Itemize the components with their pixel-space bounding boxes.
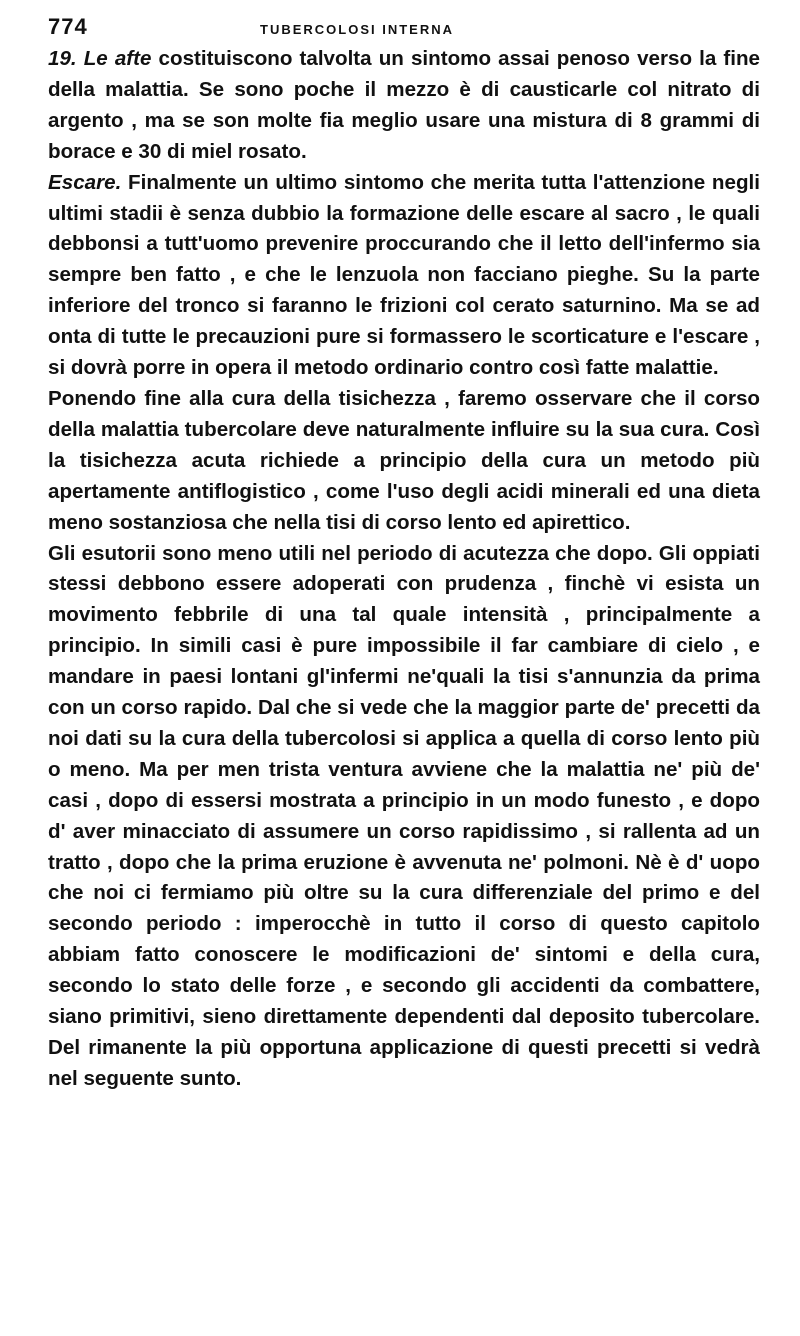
paragraph-esutorii — [48, 539, 760, 1095]
paragraph-escare — [48, 168, 760, 384]
body-text — [48, 44, 760, 1095]
paragraph-text: Gli esutorii sono meno utili nel periodo di acutezza che dopo. Gli oppiati stessi debbono essere adoperati con prudenza , finchè vi esista un movimento febbrile di una tal quale intensità , principalmente a principio. In simili casi è pure impossibile il far cambiare di cielo , e mandare in paesi lontani gl'infermi ne'quali la tisi s'annunzia da prima con un corso rapido. Dal che si vede che la maggior parte de' precetti da noi dati su la cura della tubercolosi si applica a quella di corso lento più o meno. Ma per men trista ventura avviene che la malattia ne' più de' casi , dopo di essersi mostrata a principio in un modo funesto , e dopo d' aver minacciato di assumere un corso rapidissimo , si rallenta ad un tratto , dopo che la prima eruzione è avvenuta ne' polmoni. Nè è d' uopo che noi ci fermiamo più oltre su la cura differenziale del primo e del secondo periodo : imperocchè in tutto il corso di questo capitolo abbiam fatto conoscere le modificazioni de' sintomi e della cura, secondo lo stato delle forze , e secondo gli accidenti da combattere, siano primitivi, sieno direttamente dependenti dal deposito tubercolare. Del rimanente la più opportuna applicazione di questi precetti si vedrà nel seguente sunto. — [48, 541, 760, 1090]
running-head — [48, 14, 760, 44]
paragraph-text: costituiscono talvolta un sintomo assai penoso verso la fine della malattia. Se sono poche il mezzo è di causticarle col nitrato di argento , ma se son molte fia meglio usare una mistura di 8 grammi di borace e 30 di miel rosato. — [48, 47, 760, 163]
page-number: 774 — [48, 14, 88, 39]
section-lead-escare: Escare. — [48, 170, 122, 194]
paragraph-text: Finalmente un ultimo sintomo che merita tutta l'attenzione negli ultimi stadii è senza dubbio la formazione delle escare al sacro , le quali debbonsi a tutt'uomo prevenire proccurando che il letto dell'infermo sia sempre ben fatto , e che le lenzuola non facciano pieghe. Su la parte inferiore del tronco si faranno le frizioni col cerato saturnino. Ma se ad onta di tutte le precauzioni pure si formassero le scorticature e l'escare , si dovrà porre in opera il metodo ordinario contro così fatte malattie. — [48, 170, 760, 380]
running-title: TUBERCOLOSI INTERNA — [260, 22, 454, 37]
paragraph-cura-tisichezza — [48, 384, 760, 539]
section-lead-afte: 19. Le afte — [48, 47, 152, 70]
paragraph-text: Ponendo fine alla cura della tisichezza , faremo osservare che il corso della malattia tubercolare deve naturalmente influire su la sua cura. Così la tisichezza acuta richiede a principio della cura un metodo più apertamente antiflogistico , come l'uso degli acidi minerali ed una dieta meno sostanziosa che nella tisi di corso lento ed apirettico. — [48, 386, 760, 534]
paragraph-afte — [48, 44, 760, 168]
